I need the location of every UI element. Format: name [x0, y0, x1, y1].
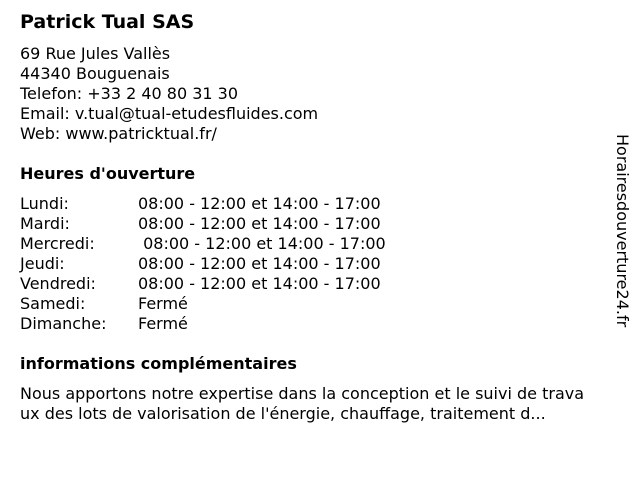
day-label: Lundi:	[20, 194, 69, 213]
hours-table	[20, 194, 440, 334]
contact-block	[20, 44, 318, 144]
hours-row-friday	[20, 274, 440, 294]
hours-row-monday	[20, 194, 440, 214]
company-name: Patrick Tual SAS	[20, 11, 195, 33]
address-street: 69 Rue Jules Vallès	[20, 44, 171, 63]
info-line-1: Nous apportons notre expertise dans la conception et le suivi de trava	[20, 384, 585, 403]
address-city: 44340 Bouguenais	[20, 64, 170, 83]
phone-number: Telefon: +33 2 40 80 31 30	[20, 84, 239, 103]
hours-row-saturday	[20, 294, 440, 314]
hours-row-tuesday	[20, 214, 440, 234]
day-hours: Fermé	[138, 314, 188, 333]
day-hours: 08:00 - 12:00 et 14:00 - 17:00	[138, 274, 381, 293]
info-description	[20, 384, 630, 424]
day-label: Mercredi:	[20, 234, 95, 253]
watermark-text: Horairesdouverture24.fr	[613, 134, 632, 328]
email-address: Email: v.tual@tual-etudesfluides.com	[20, 104, 319, 123]
day-label: Vendredi:	[20, 274, 96, 293]
hours-row-sunday	[20, 314, 440, 334]
day-label: Samedi:	[20, 294, 86, 313]
hours-row-thursday	[20, 254, 440, 274]
day-label: Dimanche:	[20, 314, 107, 333]
day-label: Mardi:	[20, 214, 70, 233]
hours-heading: Heures d'ouverture	[20, 164, 196, 183]
hours-row-wednesday	[20, 234, 440, 254]
day-hours: 08:00 - 12:00 et 14:00 - 17:00	[138, 214, 381, 233]
watermark	[612, 134, 632, 344]
day-hours: 08:00 - 12:00 et 14:00 - 17:00	[138, 234, 386, 253]
day-hours: 08:00 - 12:00 et 14:00 - 17:00	[138, 194, 381, 213]
day-hours: Fermé	[138, 294, 188, 313]
day-hours: 08:00 - 12:00 et 14:00 - 17:00	[138, 254, 381, 273]
website-url: Web: www.patricktual.fr/	[20, 124, 217, 143]
info-heading: informations complémentaires	[20, 354, 297, 373]
info-line-2: ux des lots de valorisation de l'énergie, chauffage, traitement d...	[20, 404, 546, 423]
day-label: Jeudi:	[20, 254, 65, 273]
